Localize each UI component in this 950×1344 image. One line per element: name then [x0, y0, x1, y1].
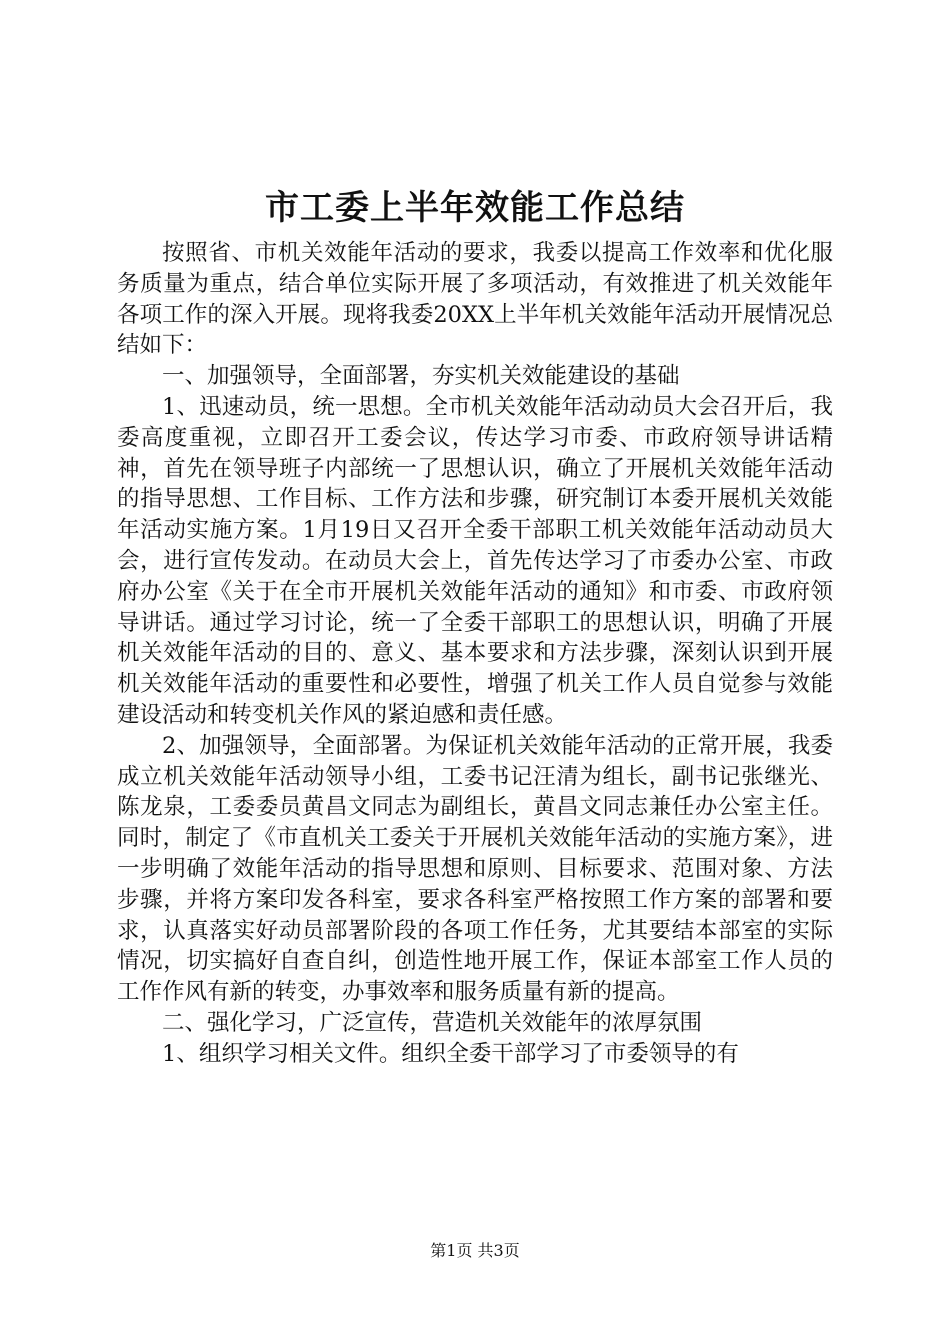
page-footer: 第1页 共3页 — [430, 1241, 520, 1260]
paragraph-2-1: 1、组织学习相关文件。组织全委干部学习了市委领导的有 — [162, 1040, 739, 1067]
section-heading-2: 二、强化学习，广泛宣传，营造机关效能年的浓厚氛围 — [162, 1009, 703, 1036]
section-heading-1: 一、加强领导，全面部署，夯实机关效能建设的基础 — [162, 363, 680, 390]
paragraph-1-1: 1、迅速动员，统一思想。全市机关效能年活动动员大会召开后，我委高度重视，立即召开工委会议，传达学习市委、市政府领导讲话精神，首先在领导班子内部统一了思想认识，确立了开展机关效能年活动的指导思想、工作目标、工作方法和步骤，研究制订本委开展机关效能年活动实施方案。1月19日又召开全委干部职工机关效能年活动动员大会，进行宣传发动。在动员大会上，首先传达学习了市委办公室、市政府办公室《关于在全市开展机关效能年活动的通知》和市委、市政府领导讲话。通过学习讨论，统一了全委干部职工的思想认识，明确了开展机关效能年活动的目的、意义、基本要求和方法步骤，深刻认识到开展机关效能年活动的重要性和必要性，增强了机关工作人员自觉参与效能建设活动和转变机关作风的紧迫感和责任感。 — [117, 393, 833, 728]
paragraph-intro: 按照省、市机关效能年活动的要求，我委以提高工作效率和优化服务质量为重点，结合单位实际开展了多项活动，有效推进了机关效能年各项工作的深入开展。现将我委20XX上半年机关效能年活动开展情况总结如下： — [117, 240, 833, 359]
paragraph-1-2: 2、加强领导，全面部署。为保证机关效能年活动的正常开展，我委成立机关效能年活动领导小组，工委书记汪清为组长，副书记张继光、陈龙泉，工委委员黄昌文同志为副组长，黄昌文同志兼任办公室主任。同时，制定了《市直机关工委关于开展机关效能年活动的实施方案》，进一步明确了效能年活动的指导思想和原则、目标要求、范围对象、方法步骤，并将方案印发各科室，要求各科室严格按照工作方案的部署和要求，认真落实好动员部署阶段的各项工作任务，尤其要结本部室的实际情况，切实搞好自查自纠，创造性地开展工作，保证本部室工作人员的工作作风有新的转变，办事效率和服务质量有新的提高。 — [117, 732, 833, 1006]
document-body — [117, 238, 833, 1070]
document-title: 市工委上半年效能工作总结 — [265, 188, 685, 228]
